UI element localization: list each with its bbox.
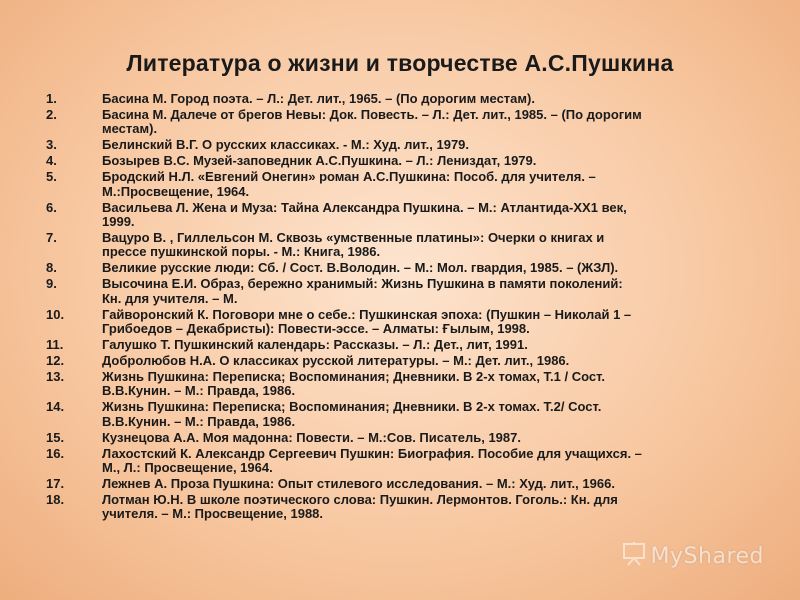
item-number: 15.	[46, 429, 65, 445]
watermark-text: MyShared	[650, 544, 764, 569]
item-text: Высочина Е.И. Образ, бережно хранимый: Жизнь Пушкина в памяти поколений: Кн. для учителя. – М.	[102, 276, 623, 306]
item-text: Лотман Ю.Н. В школе поэтического слова: Пушкин. Лермонтов. Гоголь.: Кн. для учителя. – М.: Просвещение, 1988.	[102, 491, 618, 522]
item-number: 4.	[46, 153, 57, 169]
list-item	[46, 170, 766, 199]
list-item	[46, 354, 766, 368]
item-text: Вацуро В. , Гиллельсон М. Сквозь «умственные платины»: Очерки о книгах и прессе пушкинской поры. - М.: Книга, 1986.	[102, 229, 605, 260]
item-number: 13.	[46, 368, 65, 384]
bibliography-list	[46, 92, 766, 523]
list-item	[46, 431, 766, 445]
item-number: 3.	[46, 137, 57, 153]
list-item	[46, 261, 766, 275]
presentation-board-icon	[621, 541, 647, 572]
list-item	[46, 231, 766, 260]
item-text: Лежнев А. Проза Пушкина: Опыт стилевого исследования. – М.: Худ. лит., 1966.	[102, 475, 615, 491]
item-number: 1.	[46, 91, 57, 106]
list-item	[46, 277, 766, 306]
list-item	[46, 370, 766, 399]
item-number: 6.	[46, 199, 57, 215]
item-number: 7.	[46, 229, 57, 245]
item-text: Гайворонский К. Поговори мне о себе.: Пушкинская эпоха: (Пушкин – Николай 1 – Грибоедов – Декабристы): Повести-эссе. – Алматы: Ғылым, 1998.	[102, 306, 632, 337]
item-number: 10.	[46, 306, 65, 322]
item-number: 8.	[46, 260, 57, 276]
item-number: 12.	[46, 352, 65, 368]
slide-title: Литература о жизни и творчестве А.С.Пушкина	[126, 50, 674, 76]
list-item	[46, 92, 766, 106]
item-text: Белинский В.Г. О русских классиках. - М.: Худ. лит., 1979.	[102, 137, 470, 153]
list-item	[46, 138, 766, 152]
item-text: Бродский Н.Л. «Евгений Онегин» роман А.С.Пушкина: Пособ. для учителя. – М.:Просвещение, 1964.	[102, 169, 596, 199]
list-item	[46, 338, 766, 352]
item-text: Жизнь Пушкина: Переписка; Воспоминания; Дневники. В 2-х томах, Т.1 / Сост. В.В.Кунин. – М.: Правда, 1986.	[102, 368, 605, 399]
item-text: Добролюбов Н.А. О классиках русской литературы. – М.: Дет. лит., 1986.	[102, 352, 570, 368]
item-number: 18.	[46, 491, 65, 507]
item-text: Васильева Л. Жена и Муза: Тайна Александра Пушкина. – М.: Атлантида-ХХ1 век, 1999.	[102, 199, 627, 229]
list-item	[46, 108, 766, 137]
list-item	[46, 308, 766, 337]
item-number: 17.	[46, 475, 65, 491]
item-number: 14.	[46, 399, 65, 415]
list-item	[46, 400, 766, 429]
watermark	[621, 541, 764, 572]
item-text: Жизнь Пушкина: Переписка; Воспоминания; Дневники. В 2-х томах. Т.2/ Сост. В.В.Кунин. – М.: Правда, 1986.	[102, 399, 602, 429]
item-number: 11.	[46, 336, 64, 352]
list-item	[46, 201, 766, 230]
list-item	[46, 477, 766, 491]
item-number: 16.	[46, 445, 65, 461]
item-text: Галушко Т. Пушкинский календарь: Рассказы. – Л.: Дет., лит, 1991.	[102, 336, 528, 352]
item-number: 9.	[46, 276, 57, 292]
item-text: Бозырев В.С. Музей-заповедник А.С.Пушкина. – Л.: Лениздат, 1979.	[102, 153, 537, 169]
item-text: Кузнецова А.А. Моя мадонна: Повести. – М.:Сов. Писатель, 1987.	[102, 429, 521, 445]
item-text: Великие русские люди: Сб. / Сост. В.Володин. – М.: Мол. гвардия, 1985. – (ЖЗЛ).	[102, 260, 619, 276]
list-item	[46, 447, 766, 476]
item-number: 5.	[46, 169, 57, 185]
list-item	[46, 493, 766, 522]
list-item	[46, 154, 766, 168]
item-text: Лахостский К. Александр Сергеевич Пушкин: Биография. Пособие для учащихся. – М., Л.: Просвещение, 1964.	[102, 445, 642, 475]
item-number: 2.	[46, 106, 57, 122]
item-text: Басина М. Далече от брегов Невы: Док. Повесть. – Л.: Дет. лит., 1985. – (По дорогим местам).	[102, 106, 642, 137]
item-text: Басина М. Город поэта. – Л.: Дет. лит., 1965. – (По дорогим местам).	[102, 91, 535, 106]
